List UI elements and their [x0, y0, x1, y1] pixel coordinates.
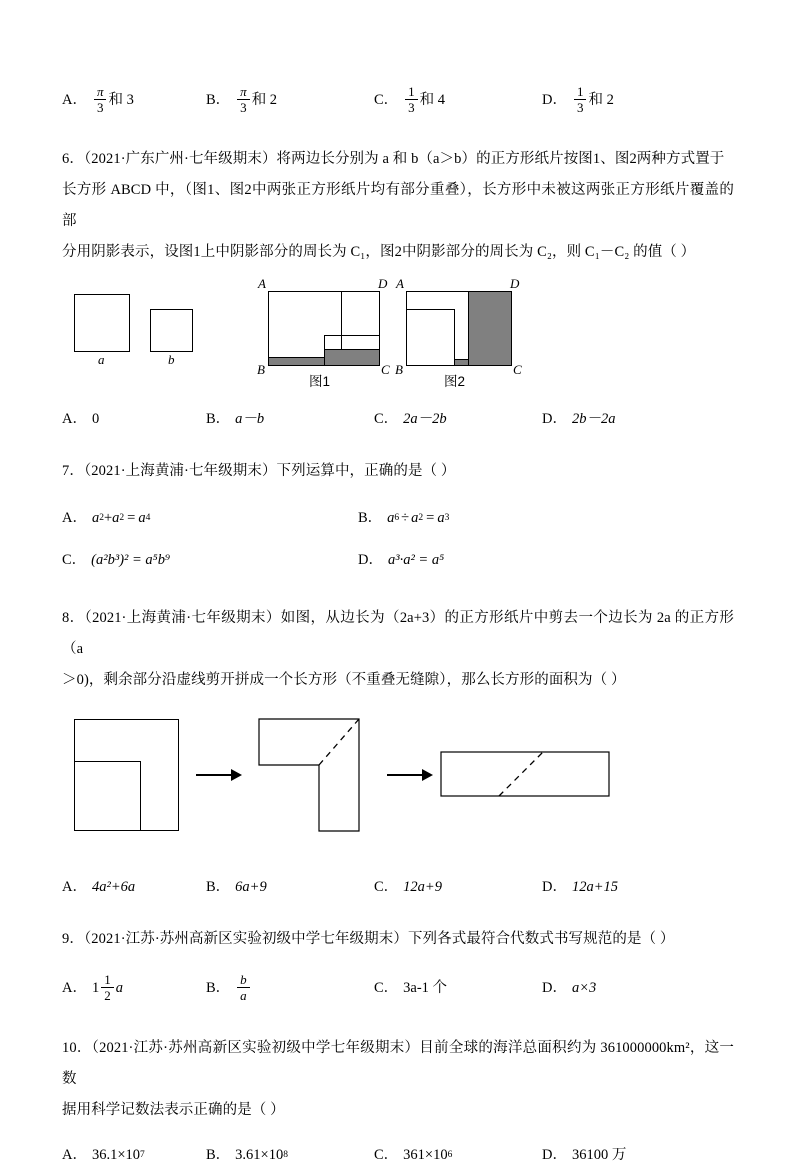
q9-option-d-value: a×3: [571, 980, 597, 996]
q5-options-row: [62, 78, 734, 122]
q8-option-a-label: A．: [62, 879, 87, 895]
q5-option-d[interactable]: [542, 78, 710, 122]
q6-option-c-label: C．: [374, 411, 399, 427]
fig2-corner-a: A: [396, 276, 404, 291]
fig2-shaded-block-right: [468, 291, 512, 366]
q7-option-b-exp-3: 3: [444, 513, 450, 523]
q6-option-b-label: B．: [206, 411, 231, 427]
fig1-corner-a: A: [258, 276, 266, 291]
q7-options-row-1: [62, 497, 734, 539]
spacer: [62, 1126, 734, 1140]
q10-option-c-exponent: 6: [447, 1150, 453, 1160]
q7-option-a[interactable]: [62, 497, 358, 539]
q10-stem-line-2: 据用科学记数法表示正确的是（ ）: [62, 1102, 285, 1118]
square-a-label: a: [98, 352, 105, 367]
fig2-corner-b: B: [395, 362, 403, 377]
spacer: [62, 696, 734, 710]
spacer: [62, 434, 734, 456]
fig2-shaded-strip-bottom: [454, 359, 469, 366]
q7-option-a-base-2: a: [112, 510, 120, 526]
q6-option-d-label: D．: [542, 411, 567, 427]
q10-option-c-mantissa: 361×10: [403, 1147, 448, 1163]
q7-option-b-equals: =: [426, 510, 435, 526]
q7-option-d-label: D．: [358, 552, 383, 568]
q6-option-a[interactable]: [62, 404, 206, 434]
q9-option-b-label: B．: [206, 980, 231, 996]
q6-option-d-value: 2b－2a: [571, 411, 616, 427]
q10-option-b[interactable]: [206, 1140, 374, 1170]
q10-option-c[interactable]: [374, 1140, 542, 1170]
q7-option-c[interactable]: [62, 539, 358, 581]
q9-option-a-tail: a: [115, 980, 123, 996]
q10-option-b-mantissa: 3.61×10: [235, 1147, 284, 1163]
q5-option-b-fraction: [237, 85, 250, 114]
q7-option-b-base-1: a: [387, 510, 395, 526]
q6-stem-line-2: 长方形 ABCD 中，（图1、图2中两张正方形纸片均有部分重叠），长方形中未被这两张正方形纸片覆盖的部: [62, 182, 734, 229]
q8-step1-inner-square-top: [74, 761, 140, 762]
fig2-square-b-right-edge: [454, 309, 455, 359]
q7-option-a-base-1: a: [91, 510, 100, 526]
q6-option-c-value: 2a－2b: [403, 411, 447, 427]
q8-option-c-value: 12a+9: [403, 879, 442, 895]
q10-option-c-label: C．: [374, 1147, 399, 1163]
spacer: [62, 390, 734, 404]
q7-option-b-base-3: a: [437, 510, 445, 526]
q6-option-d[interactable]: [542, 404, 710, 434]
q5-option-b-label: B．: [206, 92, 231, 108]
q9-option-b[interactable]: [206, 965, 374, 1011]
q8-option-a-value: 4a²+6a: [91, 879, 136, 895]
q5-option-c-denominator: 3: [405, 99, 418, 114]
spacer: [62, 581, 734, 603]
q8-stem-line-2: ＞0)，剩余部分沿虚线剪开拼成一个长方形（不重叠无缝隙），那么长方形的面积为（ ）: [62, 672, 626, 688]
q9-option-c-label: C．: [374, 980, 399, 996]
q10-stem-line-1: 10．（2021·江苏·苏州高新区实验初级中学七年级期末）目前全球的海洋总面积约为 361000000km²，这一数: [62, 1040, 734, 1087]
q7-option-b-operator: ÷: [401, 510, 410, 526]
square-b: [150, 309, 193, 352]
q5-option-a-tail: 和 3: [108, 92, 134, 108]
q7-option-b-base-2: a: [411, 510, 419, 526]
q7-option-a-exp-3: 4: [145, 513, 151, 523]
q9-option-a-denominator: 2: [101, 987, 114, 1002]
q10-option-d[interactable]: [542, 1140, 710, 1170]
q7-option-c-value: (a²b³)² = a⁵b⁹: [91, 552, 170, 568]
q6-stem-line-1: 6．（2021·广东广州·七年级期末）将两边长分别为 a 和 b（a＞b）的正方形纸片按图1、图2两种方式置于: [62, 151, 725, 167]
q7-option-b-label: B．: [358, 510, 383, 526]
q5-option-a-numerator: π: [96, 83, 104, 99]
fig1-shaded-strip-left: [268, 357, 325, 366]
q9-option-a-numerator: 1: [104, 971, 111, 987]
q7-option-c-label: C．: [62, 552, 87, 568]
q7-option-d[interactable]: [358, 539, 654, 581]
q9-option-b-numerator: b: [240, 971, 247, 987]
q10-option-a-exponent: 7: [140, 1150, 145, 1160]
q7-option-a-exp-2: 2: [119, 513, 125, 523]
fig1-shaded-block-right: [324, 349, 380, 366]
q8-options-row: [62, 872, 734, 902]
spacer: [62, 902, 734, 924]
q7-option-b-exp-1: 6: [394, 513, 400, 523]
q9-option-a[interactable]: [62, 965, 206, 1011]
q6-options-row: [62, 404, 734, 434]
q5-option-d-label: D．: [542, 92, 567, 108]
q5-option-c-numerator: 1: [408, 83, 415, 99]
q5-option-a-label: A．: [62, 92, 87, 108]
q9-option-d-label: D．: [542, 980, 567, 996]
q9-option-c-value: 3a-1 个: [403, 980, 448, 996]
q5-option-d-denominator: 3: [574, 99, 587, 114]
q7-option-a-operator: +: [103, 510, 113, 526]
q6-figure: [62, 278, 734, 390]
q7-option-a-label: A．: [62, 510, 87, 526]
q9-options-row: [62, 965, 734, 1011]
q6-option-c[interactable]: [374, 404, 542, 434]
q8-option-b-label: B．: [206, 879, 231, 895]
q6-option-b[interactable]: [206, 404, 374, 434]
q10-option-d-mantissa: 36100 万: [571, 1147, 627, 1163]
q8-arrow-1-icon: [196, 768, 242, 782]
fig1-corner-c: C: [381, 362, 390, 377]
fig2-corner-d: D: [510, 276, 520, 291]
q9-option-d[interactable]: [542, 965, 710, 1011]
q7-option-b[interactable]: [358, 497, 654, 539]
q8-step1-inner-square-right: [140, 761, 141, 831]
square-b-label: b: [168, 352, 175, 367]
spacer: [62, 858, 734, 872]
fig1-square-a-inner-edge: [341, 291, 342, 357]
q5-option-b[interactable]: [206, 78, 374, 122]
q5-option-c[interactable]: [374, 78, 542, 122]
spacer: [62, 122, 734, 144]
q5-option-b-numerator: π: [240, 83, 247, 99]
q8-option-a[interactable]: [62, 872, 206, 902]
q8-option-d-label: D．: [542, 879, 567, 895]
q9-option-a-whole: 1: [91, 980, 100, 996]
q9-option-b-fraction: [237, 973, 250, 1002]
q6-option-a-value: 0: [91, 411, 100, 427]
q10-option-b-label: B．: [206, 1147, 231, 1163]
spacer: [62, 1011, 734, 1033]
q10-option-a-mantissa: 36.1×10: [91, 1147, 141, 1163]
fig1-corner-d: D: [378, 276, 388, 291]
q7-option-d-value: a³·a² = a⁵: [387, 552, 445, 568]
fig1-square-a-right-edge: [268, 291, 269, 357]
fig1-square-b-left-edge: [324, 335, 325, 349]
q8-option-d[interactable]: [542, 872, 710, 902]
fig1-caption: 图1: [309, 374, 331, 389]
q9-stem: 9．（2021·江苏·苏州高新区实验初级中学七年级期末）下列各式最符合代数式书写规范的是（ ）: [62, 931, 675, 947]
spacer: [62, 955, 734, 965]
q7-option-a-exp-1: 2: [99, 513, 104, 523]
q9-option-c[interactable]: [374, 965, 542, 1011]
q7-option-a-equals: =: [127, 510, 136, 526]
q8-arrow-2-icon: [387, 768, 433, 782]
q8-stem-line-1: 8．（2021·上海黄浦·七年级期末）如图，从边长为（2a+3）的正方形纸片中剪去一个边长为 2a 的正方形（a: [62, 610, 734, 657]
fig2-corner-c: C: [513, 362, 522, 377]
q5-option-d-fraction: [574, 85, 587, 114]
q5-option-b-tail: 和 2: [251, 92, 278, 108]
q5-option-b-denominator: 3: [237, 99, 250, 114]
fig2-square-b-top-edge: [406, 309, 454, 310]
q9-option-a-label: A．: [62, 980, 87, 996]
fig1-corner-b: B: [257, 362, 265, 377]
q7-options-row-2: [62, 539, 734, 581]
q5-option-a-fraction: [94, 85, 107, 114]
q9-option-b-denominator: a: [237, 987, 250, 1002]
q10-option-a[interactable]: [62, 1140, 206, 1170]
q8-option-c-label: C．: [374, 879, 399, 895]
q5-option-c-fraction: [405, 85, 418, 114]
square-a: [74, 294, 130, 352]
q9-option-a-fraction: [101, 973, 114, 1002]
q6-option-a-label: A．: [62, 411, 87, 427]
q8-option-d-value: 12a+15: [571, 879, 619, 895]
q5-option-c-label: C．: [374, 92, 399, 108]
q5-option-a[interactable]: [62, 78, 206, 122]
q8-figure: [62, 710, 734, 858]
q10-option-d-label: D．: [542, 1147, 567, 1163]
q8-option-b-value: 6a+9: [235, 879, 267, 895]
q5-option-d-numerator: 1: [576, 83, 584, 99]
q8-option-c[interactable]: [374, 872, 542, 902]
fig2-caption: 图2: [444, 374, 466, 389]
q7-stem: 7．（2021·上海黄浦·七年级期末）下列运算中，正确的是（ ）: [62, 463, 456, 479]
q10-option-b-exponent: 8: [283, 1150, 288, 1160]
q7-option-b-exp-2: 2: [418, 513, 424, 523]
q7-option-a-base-3: a: [138, 510, 146, 526]
q5-option-c-tail: 和 4: [419, 92, 446, 108]
q8-step2-l-shape: [258, 718, 368, 838]
q8-step1-outer-square: [74, 719, 179, 831]
page-content: [62, 78, 734, 1170]
q10-option-a-label: A．: [62, 1147, 87, 1163]
q5-option-a-denominator: 3: [94, 99, 107, 114]
q8-option-b[interactable]: [206, 872, 374, 902]
q6-stem-line-3: 分用阴影表示，设图1上中阴影部分的周长为 C₁，图2中阴影部分的周长为 C₂，则 C₁－C₂ 的值（ ）: [62, 244, 696, 260]
fig1-square-b-top-edge: [324, 335, 380, 336]
spacer: [62, 487, 734, 497]
q10-options-row: [62, 1140, 734, 1170]
q8-step3-rectangle: [440, 751, 618, 803]
q6-option-b-value: a－b: [235, 411, 265, 427]
q5-option-d-tail: 和 2: [588, 92, 614, 108]
